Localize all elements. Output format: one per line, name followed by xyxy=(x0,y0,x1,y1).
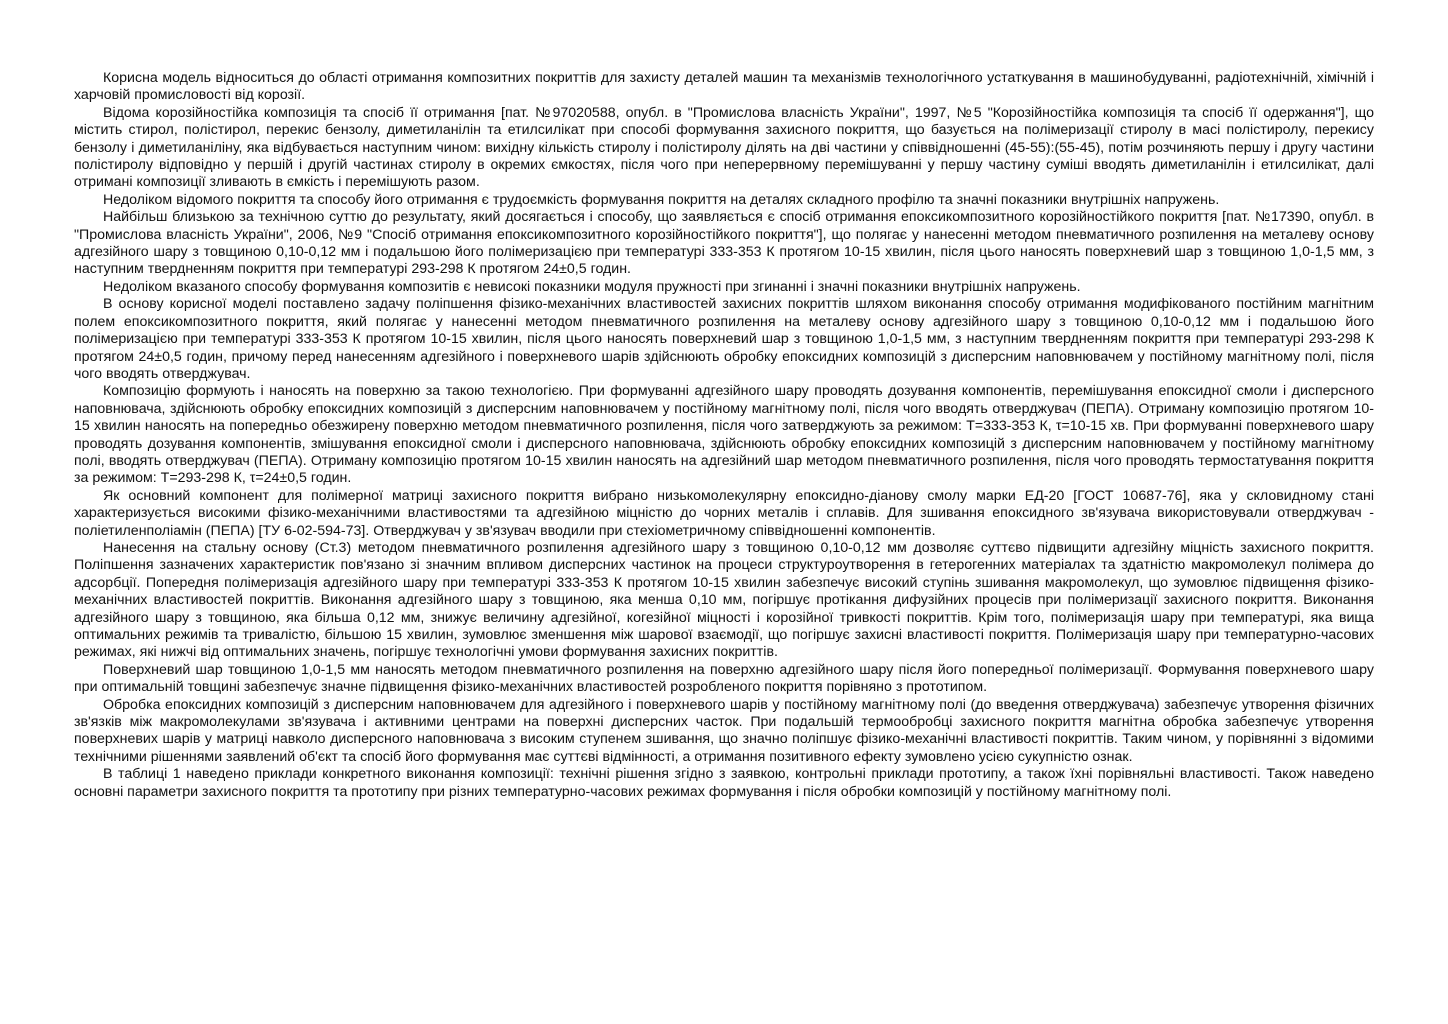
paragraph-task: В основу корисної моделі поставлено задачу поліпшення фізико-механічних властивостей захисних покриттів шляхом виконання способу отримання модифікованого постійним магнітним полем епоксикомпозитного покриття, який полягає у нанесенні методом пневматичного розпилення на металеву основу адгезійного шару з товщиною 0,10-0,12 мм і подальшою його полімеризацією при температурі 333-353 К протягом 10-15 хвилин, після цього наносять поверхневий шар з товщиною 1,0-1,5 мм, з наступним твердненням покриття при температурі 293-298 К протягом 24±0,5 годин, причому перед нанесенням адгезійного і поверхневого шарів здійснюють обробку епоксидних композицій з дисперсним наповнювачем у постійному магнітному полі, після чого вводять отверджувач. xyxy=(74,296,1374,382)
paragraph-scope: Корисна модель відноситься до області отримання композитних покриттів для захисту деталей машин та механізмів технологічного устаткування в машинобудуванні, радіотехнічній, хімічній і харчовій промисловості від корозії. xyxy=(74,70,1374,104)
paragraph-prototype: Найбільш близькою за технічною суттю до результату, який досягається і способу, що заявляється є спосіб отримання епоксикомпозитного корозійностійкого покриття [пат. №17390, опубл. в "Промислова власність України", 2006, №9 "Спосіб отримання епоксикомпозитного корозійностійкого покриття"], що полягає у нанесенні методом пневматичного розпилення на металеву основу адгезійного шару з товщиною 0,10-0,12 мм і подальшою його полімеризацією при температурі 333-353 К протягом 10-15 хвилин, після цього наносять поверхневий шар з товщиною 1,0-1,5 мм, з наступним твердненням покриття при температурі 293-298 К протягом 24±0,5 годин. xyxy=(74,209,1374,278)
document-body xyxy=(74,70,1374,801)
paragraph-known-composition: Відома корозійностійка композиція та спосіб її отримання [пат. №97020588, опубл. в "Промислова власність України", 1997, №5 "Корозійностійка композиція та спосіб її одержання"], що містить стирол, полістирол, перекис бензолу, диметиланілін та етилсилікат при способі формування захисного покриття, що базується на полімеризації стиролу в масі полістиролу, перекису бензолу і диметиланіліну, яка відбувається наступним чином: вихідну кількість стиролу і полістиролу ділять на дві частини у співвідношенні (45-55):(55-45), потім розчиняють першу і другу частини полістиролу відповідно у першій і другій частинах стиролу в окремих ємкостях, після чого при неперервному перемішуванні у першу частину суміші вводять диметиланілін і етилсилікат, далі отримані композиції зливають в ємкість і перемішують разом. xyxy=(74,104,1374,191)
paragraph-magnetic-treatment: Обробка епоксидних композицій з дисперсним наповнювачем для адгезійного і поверхневого шарів у постійному магнітному полі (до введення отверджувача) забезпечує утворення фізичних зв'язків між макромолекулами зв'язувача і активними центрами на поверхні дисперсних часток. При подальшій термообробці захисного покриття магнітна обробка забезпечує утворення поверхневих шарів у матриці навколо дисперсного наповнювача з високим ступенем зшивання, що значно поліпшує фізико-механічні властивості покриттів. Таким чином, у порівнянні з відомими технічними рішеннями заявлений об'єкт та спосіб його формування має суттєві відмінності, а отримання позитивного ефекту зумовлено усією сукупністю ознак. xyxy=(74,696,1374,765)
paragraph-known-drawback: Недоліком відомого покриття та способу його отримання є трудоємкість формування покриття на деталях складного профілю та значні показники внутрішніх напружень. xyxy=(103,191,1220,208)
paragraph-adhesive-layer: Нанесення на стальну основу (Ст.3) методом пневматичного розпилення адгезійного шару з товщиною 0,10-0,12 мм дозволяє суттєво підвищити адгезійну міцність захисного покриття. Поліпшення зазначених характеристик пов'язано зі значним впливом дисперсних частинок на процеси структуроутворення в гетерогенних матеріалах та здатністю макромолекул полімера до адсорбції. Попередня полімеризація адгезійного шару при температурі 333-353 К протягом 10-15 хвилин забезпечує високий ступінь зшивання макромолекул, що зумовлює підвищення фізико-механічних властивостей покриттів. Виконання адгезійного шару з товщиною, яка менша 0,10 мм, погіршує протікання дифузійних процесів при полімеризації захисного покриття. Виконання адгезійного шару з товщиною, яка більша 0,12 мм, знижує величину адгезійної, когезійної міцності і корозійної тривкості покриттів. Крім того, полімеризація шару при температурі, яка вища оптимальних режимів та тривалістю, більшою 15 хвилин, зумовлює зменшення між шарової взаємодії, що погіршує захисні властивості покриття. Полімеризація шару при температурно-часових режимах, які нижчі від оптимальних значень, погіршує технологічні умови формування захисних покриттів. xyxy=(74,539,1374,661)
paragraph-surface-layer: Поверхневий шар товщиною 1,0-1,5 мм наносять методом пневматичного розпилення на поверхню адгезійного шару після його попередньої полімеризації. Формування поверхневого шару при оптимальній товщині забезпечує значне підвищення фізико-механічних властивостей розробленого покриття порівняно з прототипом. xyxy=(74,661,1374,696)
paragraph-main-component: Як основний компонент для полімерної матриці захисного покриття вибрано низькомолекулярну епоксидно-діанову смолу марки ЕД-20 [ГОСТ 10687-76], яка у скловидному стані характеризується високими фізико-механічними властивостями та адгезійною міцністю до чорних металів і сплавів. Для зшивання епоксидного зв'язувача використовували отверджувач - поліетиленполіамін (ПЕПА) [ТУ 6-02-594-73]. Отверджувач у зв'язувач вводили при стехіометричному співвідношенні компонентів. xyxy=(74,487,1374,539)
paragraph-table-reference: В таблиці 1 наведено приклади конкретного виконання композиції: технічні рішення згідно з заявкою, контрольні приклади прототипу, а також їхні порівняльні властивості. Також наведено основні параметри захисного покриття та прототипу при різних температурно-часових режимах формування і після обробки композицій у постійному магнітному полі. xyxy=(74,766,1374,800)
paragraph-technology: Композицію формують і наносять на поверхню за такою технологією. При формуванні адгезійного шару проводять дозування компонентів, перемішування епоксидної смоли і дисперсного наповнювача, здійснюють обробку епоксидних композицій з дисперсним наповнювачем у постійному магнітному полі, після чого вводять отверджувач (ПЕПА). Отриману композицію протягом 10-15 хвилин наносять на попередньо обезжирену поверхню методом пневматичного розпилення, після чого затверджують за режимом: Т=333-353 К, τ=10-15 хв. При формуванні поверхневого шару проводять дозування компонентів, змішування епоксидної смоли і дисперсного наповнювача, здійснюють обробку епоксидних композицій з дисперсним наповнювачем у постійному магнітному полі, вводять отверджувач (ПЕПА). Отриману композицію протягом 10-15 хвилин наносять на адгезійний шар методом пневматичного розпилення, після чого проводять термостатування покриття за режимом: Т=293-298 К, τ=24±0,5 годин. xyxy=(74,383,1374,487)
paragraph-prototype-drawback: Недоліком вказаного способу формування композитів є невисокі показники модуля пружності при згинанні і значні показники внутрішніх напружень. xyxy=(103,278,1081,295)
